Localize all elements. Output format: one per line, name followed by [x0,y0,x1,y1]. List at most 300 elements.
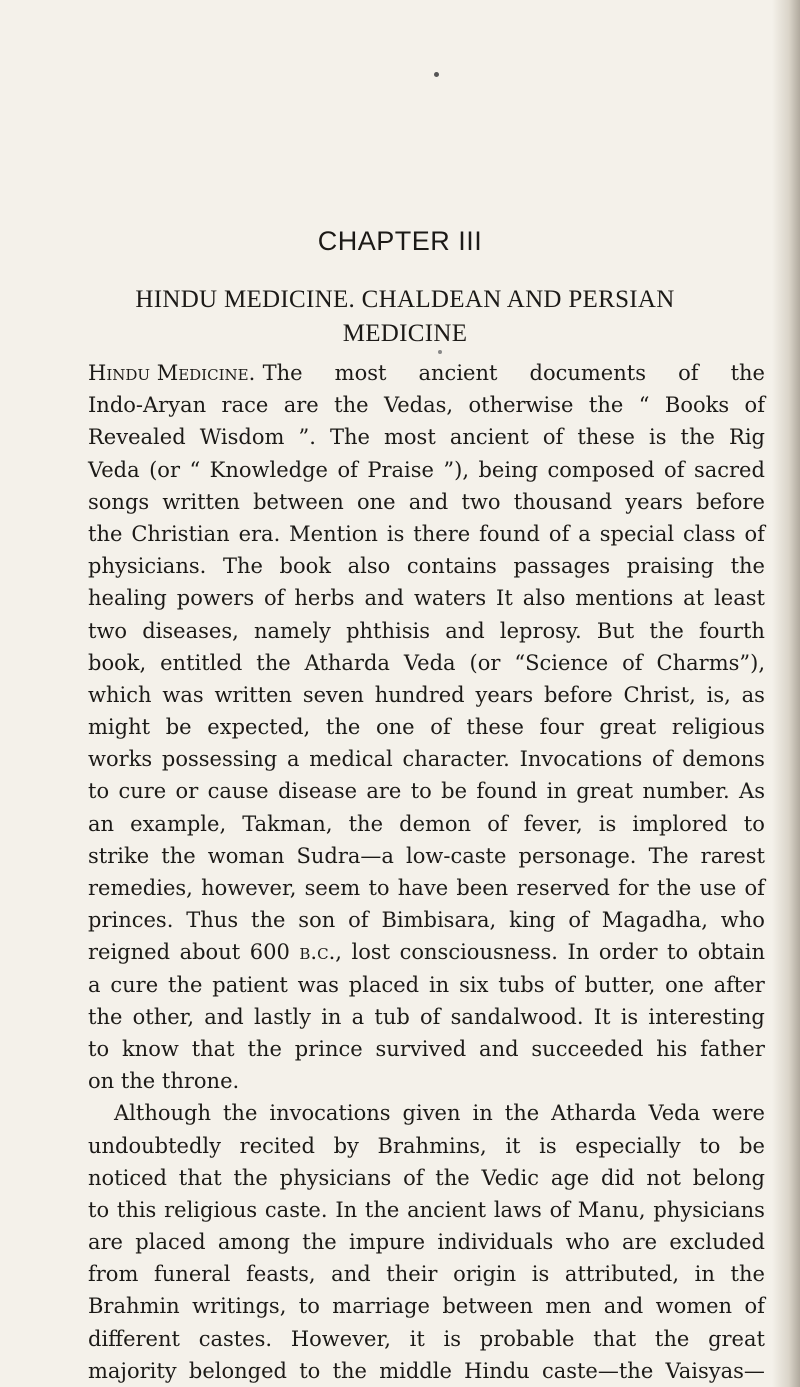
word: reigned [88,940,171,965]
word: king [509,908,556,933]
word: book [279,554,331,579]
word: interesting [648,1004,765,1029]
word: be [441,779,468,804]
word: found [479,521,540,546]
text-line [88,808,765,840]
word: religious [671,715,765,740]
word: placed [135,1230,206,1255]
text-line [88,421,765,453]
word: his [656,1036,688,1061]
word: and [331,1262,371,1287]
word: Although [114,1101,211,1126]
word: possessing [161,747,278,772]
word: one [356,489,396,514]
word: the [730,554,765,579]
text-line [88,1258,765,1290]
text-line [88,1162,765,1194]
word: for [618,876,649,900]
word: it [409,1326,425,1351]
word: caste. [264,1197,328,1222]
word: however, [201,876,297,900]
word: and [364,586,405,611]
word: of [549,1197,571,1222]
word: that [191,1036,235,1061]
text-line [88,679,765,711]
word: marriage [332,1294,430,1319]
word: ancient [449,425,529,450]
text-line [88,969,765,1001]
text-line [88,647,765,679]
word: tubs [498,972,545,997]
word: two [88,618,128,643]
text-line [88,1290,765,1322]
word: been [456,876,509,900]
word: written [214,682,293,707]
word: In [567,940,590,965]
word: era. [238,521,281,546]
word: to [88,1197,110,1222]
word: be [165,715,192,740]
word: But [596,618,635,643]
word: However, [290,1326,391,1351]
word: Manu, [577,1197,646,1222]
word: not [646,1165,681,1190]
word: As [739,779,765,804]
text-line [88,1097,765,1129]
text-line-content [263,357,765,389]
word: Books [664,393,730,418]
word: hundred [374,682,465,707]
word: ”), [443,457,470,482]
word: or [175,779,199,804]
word: the [588,393,624,418]
word: cure [110,972,159,997]
text-line [88,454,765,486]
word: also [522,586,566,611]
word: most [334,361,387,385]
word: feasts, [246,1262,316,1287]
word: the [730,1262,765,1287]
text-line [88,357,765,389]
word: Mention [289,521,378,546]
word: of [548,521,570,546]
chapter-heading: CHAPTER III [317,226,483,256]
word: that [593,1326,637,1351]
word: is [531,1262,550,1287]
word: of [744,876,765,900]
word: ancient [407,1197,487,1222]
word: is, [706,682,731,707]
word: (or [149,457,180,482]
word: powers [176,586,255,611]
word: special [599,521,675,546]
word: remedies, [88,876,193,900]
word: one [375,715,415,740]
word: being [478,457,539,482]
text-line [88,904,765,936]
word: the [302,1230,337,1255]
word: in [428,972,450,997]
word: in [694,1262,715,1287]
word: as [741,682,765,707]
word: example, [130,811,227,836]
word: of [348,908,369,933]
word: the [88,1004,123,1029]
word: given [402,1101,461,1126]
section-heading: Hindu Medicine. [88,361,256,385]
word: rarest [700,843,765,868]
text-line [88,1130,765,1162]
word: impure [348,1230,426,1255]
word: did [601,1165,635,1190]
word: castes. [198,1326,273,1351]
word: “ [189,457,201,482]
word: especially [575,1133,681,1158]
word: caste—the [541,1358,654,1383]
word: have [397,876,449,900]
word: who [720,908,765,933]
word: a [578,521,591,546]
word: probable [479,1326,575,1351]
word: seven [302,682,364,707]
word: and [603,1294,644,1319]
word: four [539,715,584,740]
word: sacred [693,457,765,482]
word: The [648,843,689,868]
word: in [321,1004,342,1029]
word: middle [379,1358,452,1383]
word: origin [453,1262,517,1287]
word: expected, [207,715,311,740]
word: Vedic [481,1165,540,1190]
word: fever, [523,811,583,836]
word: disease [277,779,358,804]
word: the [649,618,684,643]
word: the [730,361,765,385]
word: the [654,1326,690,1351]
chapter-title [70,283,740,351]
text-line [88,743,765,775]
word: in [472,1101,493,1126]
word: namely [253,618,331,643]
word: of [744,393,765,418]
text-line [88,550,765,582]
word: seem [304,876,361,900]
text-line [88,1323,765,1355]
word: this [116,1197,157,1222]
word: medical [309,747,393,772]
word: Christian [131,521,230,546]
word: princes. [88,908,174,933]
text-line [88,711,765,743]
word: which [88,682,152,707]
word: to [299,1358,321,1383]
word: low-caste [406,843,507,868]
text-line [88,1194,765,1226]
word: who [565,1230,610,1255]
word: patient [212,972,288,997]
word: belong [692,1165,765,1190]
text-line [88,936,765,968]
word: is [539,1133,557,1158]
text-line [88,1033,765,1065]
word: before [543,682,613,707]
word: thousand [513,489,613,514]
word: Thus [186,908,239,933]
word: of [264,586,285,611]
word: leprosy. [499,618,582,643]
word: otherwise [468,393,574,418]
text-line [88,486,765,518]
word: written [162,489,240,514]
word: to [699,1133,721,1158]
word: lastly [253,1004,312,1029]
word: invocations [269,1101,391,1126]
word: cause [207,779,269,804]
word: their [386,1262,438,1287]
word: It [496,586,513,611]
word: Bimbisara, [381,908,497,933]
word: that [178,1165,222,1190]
word: was [162,682,204,707]
word: implored [632,811,728,836]
text-line [88,872,765,904]
word: are [88,1230,123,1255]
word: Indo-Aryan [88,393,207,418]
word: is [620,1004,639,1029]
word: the [364,1197,400,1222]
word: are [366,779,402,804]
word: great [599,715,657,740]
word: prince [294,1036,363,1061]
word: an [88,811,115,836]
page-edge-shadow [772,0,800,1387]
text-line [88,1001,765,1033]
text-line [88,582,765,614]
word: are [622,1230,658,1255]
word: majority [88,1358,177,1383]
word: the [334,393,369,418]
word: from [88,1262,139,1287]
word: Veda [88,457,140,482]
word: obtain [697,940,765,965]
word: book, [88,650,147,675]
word: of [744,1294,765,1319]
word: the [435,1165,470,1190]
word: might [88,715,151,740]
word: woman [207,843,285,868]
word: of [664,457,685,482]
word: praising [626,554,714,579]
word: use [699,876,737,900]
word: funeral [154,1262,231,1287]
word: are [283,393,319,418]
word: 600 [249,940,290,965]
word: were [712,1101,765,1126]
word: the [348,811,384,836]
word: great [576,779,634,804]
word: demons [682,747,765,772]
word: belonged [188,1358,287,1383]
word: succeeded [531,1036,644,1061]
word: physicians [279,1165,392,1190]
word: two [461,489,501,514]
chapter-title-line: MEDICINE [342,320,468,347]
word: before [696,489,765,514]
word: among [217,1230,290,1255]
word: documents [529,361,646,385]
word: six [459,972,489,997]
word: race [221,393,269,418]
word: Rig [729,425,765,450]
word: was [297,972,339,997]
word: know [121,1036,179,1061]
word: physicians. [88,554,207,579]
word: survived [375,1036,467,1061]
word: (or [469,650,501,675]
word: the [256,650,291,675]
word: of [678,361,699,385]
word: between [442,1294,533,1319]
word: composed [547,457,655,482]
word: and [204,1004,244,1029]
word: passages [513,554,611,579]
word: attributed, [564,1262,680,1287]
word: personage. [518,843,637,868]
word: placed [348,972,420,997]
word: Invocations [519,747,643,772]
text-line [88,615,765,647]
word: Veda [648,1101,701,1126]
word: sandalwood. [450,1004,584,1029]
word: years [475,682,534,707]
word: Vaisyas— [665,1358,765,1383]
word: to [743,811,765,836]
word: of [430,715,451,740]
word: different [88,1326,180,1351]
word: father [700,1036,765,1061]
word: laws [493,1197,542,1222]
word: lost [351,940,391,965]
word: mentions [575,586,674,611]
word: the [168,972,203,997]
word: Praise [367,457,434,482]
word: of [403,1165,424,1190]
word: writings, [192,1294,287,1319]
word: to [88,1036,110,1061]
word: the [680,425,715,450]
word: found [476,779,538,804]
word: herbs [294,586,355,611]
word: and [445,618,485,643]
word: at [683,586,705,611]
word: Takman, [242,811,333,836]
word: between [253,489,344,514]
word: years [625,489,683,514]
word: son [298,908,336,933]
word: and [479,1036,519,1061]
word: order [598,940,658,965]
word: of [622,650,643,675]
word: the [332,1358,367,1383]
word: butter, [584,972,656,997]
text-line [88,389,765,421]
word: Magadha, [601,908,708,933]
word: ancient [418,361,498,385]
word: of [554,972,575,997]
word: reserved [516,876,610,900]
word: diseases, [142,618,239,643]
word: Wisdom [199,425,285,450]
word: number. [642,779,730,804]
word: the [656,876,692,900]
word: ”. [298,425,316,450]
text-line [88,775,765,807]
word: to [368,876,390,900]
text-line [88,1355,765,1387]
word: It [593,1004,611,1029]
text-line [88,518,765,550]
word: the [247,1036,282,1061]
word: is [386,521,405,546]
word: Knowledge [209,457,328,482]
word: healing [88,586,167,611]
text-line [88,840,765,872]
word: noticed [88,1165,167,1190]
word: works [88,747,153,772]
word: to [298,1294,320,1319]
word: consciousness. [399,940,558,965]
word: songs [88,489,150,514]
word: religious [164,1197,258,1222]
word: excluded [669,1230,765,1255]
word: the [233,1165,268,1190]
word: to [410,779,432,804]
word: Christ, [623,682,696,707]
word: the [161,843,196,868]
word: is [443,1326,462,1351]
word: to [667,940,689,965]
word: and [408,489,449,514]
word: there [413,521,471,546]
word: “ [638,393,650,418]
word: in [546,779,567,804]
word: class [683,521,736,546]
word: fourth [698,618,765,643]
word: most [384,425,436,450]
word: of [652,747,673,772]
word: contains [406,554,497,579]
word: Revealed [88,425,186,450]
text-line: on the throne. [88,1069,240,1094]
word: the [88,521,123,546]
word: Charms”), [656,650,765,675]
word: the [325,715,361,740]
word: these [577,425,635,450]
word: character. [402,747,510,772]
word: Atharda [551,1101,637,1126]
word: In [335,1197,358,1222]
word: individuals [437,1230,554,1255]
word: physicians [653,1197,765,1222]
word: “Science [514,650,609,675]
word: of [337,457,358,482]
word: tub [374,1004,410,1029]
word: by [333,1133,359,1158]
word: women [655,1294,733,1319]
word: The [262,361,303,385]
chapter-title-line: HINDU MEDICINE. CHALDEAN AND PERSIAN [135,286,675,313]
